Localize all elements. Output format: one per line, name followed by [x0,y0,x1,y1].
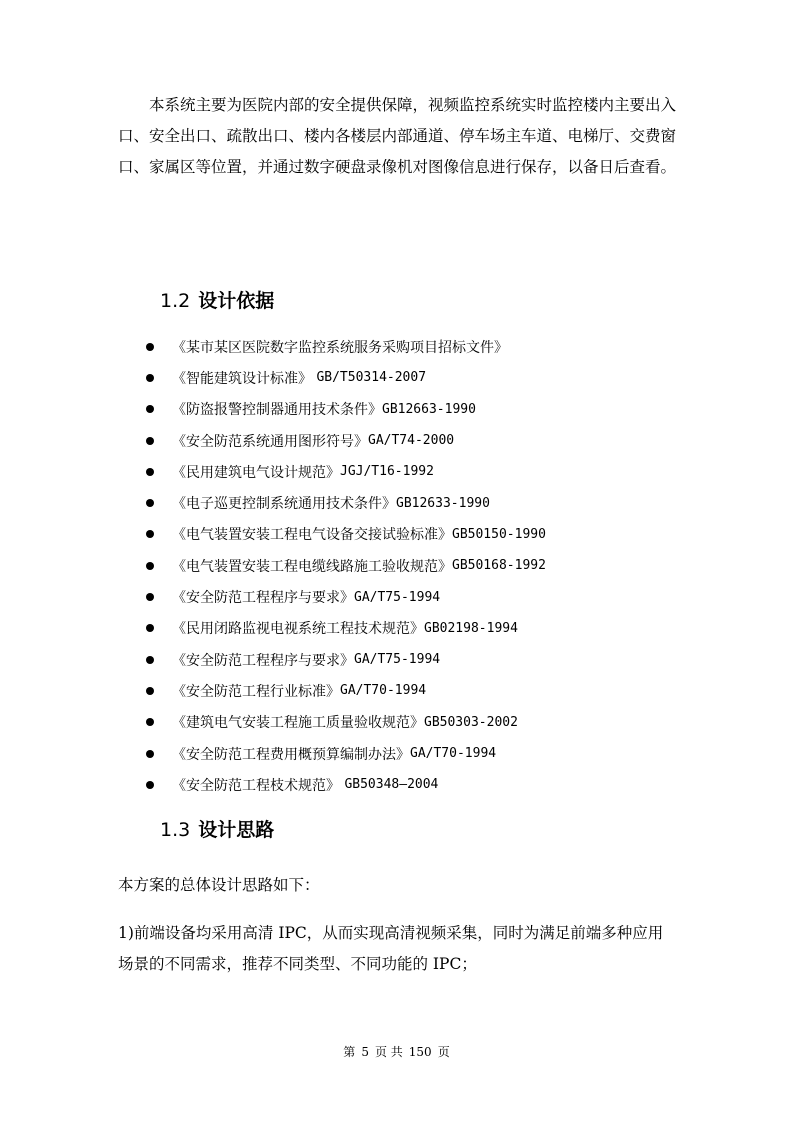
bullet-icon [146,781,154,789]
section-title: 设计思路 [198,819,275,841]
standard-title: 《安全防范工程枝术规范》 [172,777,345,794]
list-item [146,707,546,738]
bullet-icon [146,437,154,445]
standard-code: GB12633-1990 [396,495,490,511]
bullet-icon [146,343,154,351]
section-heading-design-idea [160,815,274,842]
footer-mid: 页 共 [374,1045,403,1059]
list-item [146,738,546,769]
list-item [146,394,546,425]
standard-code: GB02198-1994 [424,620,518,636]
footer-prefix: 第 [343,1045,356,1059]
standard-code: GB50303-2002 [424,714,518,730]
bullet-icon [146,530,154,538]
bullet-icon [146,468,154,476]
list-item [146,550,546,581]
list-item [146,487,546,518]
standard-code: GA/T74-2000 [368,433,455,449]
section-heading-design-basis [160,286,274,313]
standard-code: GA/T75-1994 [354,652,441,668]
section-number: 1.3 [160,819,191,841]
list-item [146,644,546,675]
standard-title: 《智能建筑设计标准》 [172,370,317,387]
design-basis-list [146,331,546,800]
standard-title: 《安全防范工程程序与要求》 [172,590,354,607]
standard-title: 《安全防范工程行业标准》 [172,683,340,700]
section-number: 1.2 [160,290,191,312]
standard-code: GB12663-1990 [382,401,476,417]
list-item [146,519,546,550]
idea-point-1: 1)前端设备均采用高清 IPC，从而实现高清视频采集，同时为满足前端多种应用场景的不同需求，推荐不同类型、不同功能的 IPC； [118,924,664,973]
intro-paragraph: 本系统主要为医院内部的安全提供保障，视频监控系统实时监控楼内主要出入口、安全出口、疏散出口、楼内各楼层内部通道、停车场主车道、电梯厅、交费窗口、家属区等位置，并通过数字硬盘录像机对图像信息进行保存，以备日后查看。 [118,96,677,176]
bullet-icon [146,562,154,570]
standard-title: 《电气装置安装工程电缆线路施工验收规范》 [172,558,452,575]
list-item [146,613,546,644]
bullet-icon [146,718,154,726]
standard-code: GA/T70-1994 [410,746,497,761]
list-item [146,675,546,706]
list-item [146,456,546,487]
standard-title: 《民用建筑电气设计规范》 [172,464,340,481]
bullet-icon [146,687,154,695]
section-title: 设计依据 [198,290,275,312]
standard-code: GB50150-1990 [452,526,546,542]
list-item [146,581,546,612]
standard-code: GB50348—2004 [344,777,439,793]
standard-code: GB/T50314-2007 [316,370,427,386]
footer-total-pages: 150 [408,1045,432,1059]
standard-code: JGJ/T16-1992 [340,464,434,480]
standard-title: 《民用闭路监视电视系统工程技术规范》 [172,621,424,638]
list-item [146,362,546,393]
standard-title: 《安全防范工程程序与要求》 [172,652,354,669]
page-footer [0,1043,793,1060]
bullet-icon [146,374,154,382]
bullet-icon [146,499,154,507]
list-item [146,769,546,800]
footer-suffix: 页 [437,1045,450,1059]
standard-title: 《防盗报警控制器通用技术条件》 [172,402,382,419]
list-item [146,425,546,456]
standard-code: GA/T70-1994 [340,683,427,699]
standard-title: 《电子巡更控制系统通用技术条件》 [172,496,396,513]
standard-title: 《安全防范系统通用图形符号》 [172,433,368,450]
bullet-icon [146,593,154,601]
bullet-icon [146,405,154,413]
list-item [146,331,546,362]
idea-intro: 本方案的总体设计思路如下： [118,876,320,894]
footer-page-number: 5 [361,1045,369,1059]
standard-title: 《某市某区医院数字监控系统服务采购项目招标文件》 [172,339,508,356]
standard-title: 《建筑电气安装工程施工质量验收规范》 [172,715,424,732]
bullet-icon [146,624,154,632]
standard-title: 《安全防范工程费用概预算编制办法》 [172,746,410,763]
standard-code: GB50168-1992 [452,558,546,574]
standard-title: 《电气装置安装工程电气设备交接试验标准》 [172,527,452,544]
bullet-icon [146,750,154,758]
bullet-icon [146,656,154,664]
standard-code: GA/T75-1994 [354,589,441,605]
